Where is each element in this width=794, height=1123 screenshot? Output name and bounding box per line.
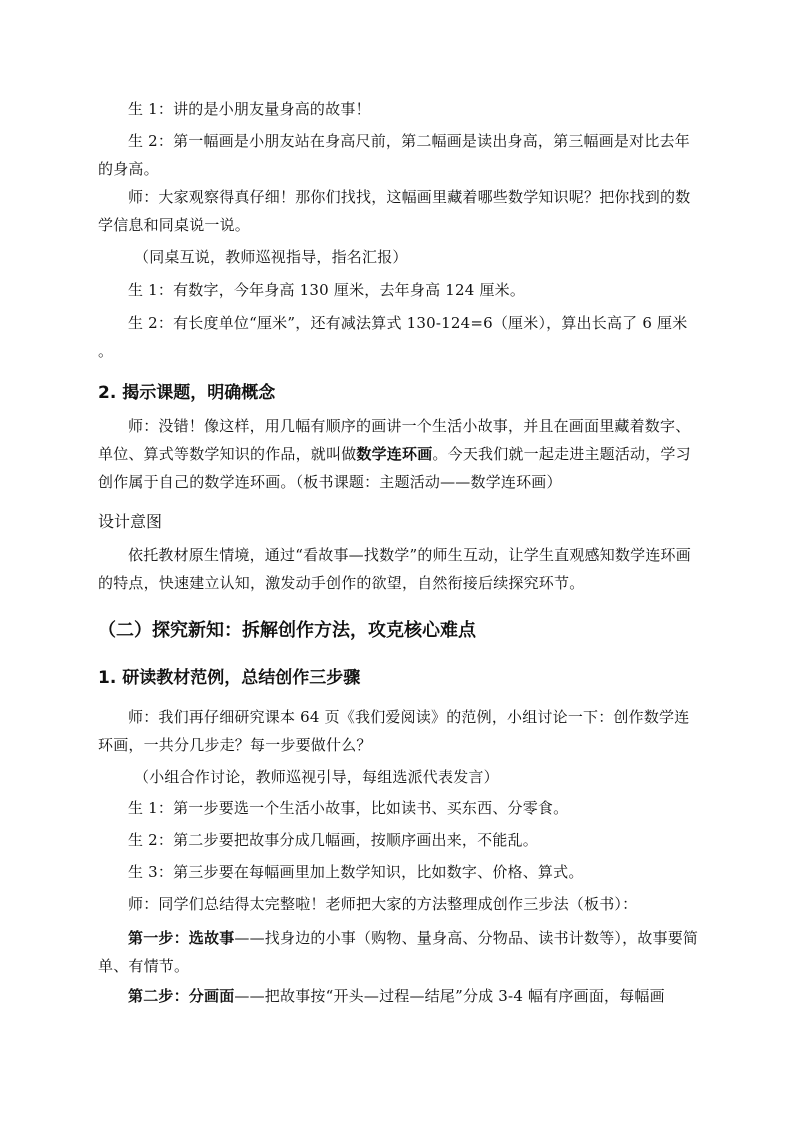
pair-talk-note: （同桌互说，教师巡视指导，指名汇报） <box>134 248 408 266</box>
concept-term-bold: 数学连环画 <box>356 445 433 463</box>
student-1-step-paragraph: 生 1：第一步要选一个生活小故事，比如读书、买东西、分零食。 <box>128 799 569 817</box>
student-1-numbers-paragraph: 生 1：有数字，今年身高 130 厘米，去年身高 124 厘米。 <box>128 281 526 299</box>
step-2-label: 第二步：分画面 <box>128 987 235 1005</box>
section-2-1-heading: 1. 研读教材范例，总结创作三步骤 <box>98 668 361 688</box>
teacher-observe-paragraph: 师：大家观察得真仔细！那你们找找，这幅画里藏着哪些数学知识呢？把你找到的数学信息和同桌说一说。 <box>98 188 691 234</box>
student-2-units-trailing-period: 。 <box>98 342 114 360</box>
teacher-concept-text-start: 师：没错！像这样，用几幅有顺序的画讲一个生活小故事，并且在画面里藏着数字、单位、算式等数学知识的作品，就叫做 <box>98 417 691 463</box>
step-2-paragraph <box>98 982 700 1010</box>
section-2-heading: 2. 揭示课题，明确概念 <box>98 383 276 403</box>
teacher-concept-paragraph <box>98 412 700 496</box>
student-1-story-paragraph: 生 1：讲的是小朋友量身高的故事！ <box>128 100 371 118</box>
teacher-question-paragraph: 师：我们再仔细研究课本 64 页《我们爱阅读》的范例，小组讨论一下：创作数学连环画，一共分几步走？每一步要做什么？ <box>98 708 690 754</box>
step-2-text: ——把故事按“开头—过程—结尾”分成 3-4 幅有序画面，每幅画 <box>234 987 665 1005</box>
student-2-step-paragraph: 生 2：第二步要把故事分成几幅画，按顺序画出来，不能乱。 <box>128 831 538 849</box>
design-intent-heading: 设计意图 <box>98 512 163 531</box>
group-discussion-note: （小组合作讨论，教师巡视引导，每组选派代表发言） <box>134 768 499 786</box>
student-3-step-paragraph: 生 3：第三步要在每幅画里加上数学知识，比如数字、价格、算式。 <box>128 863 584 881</box>
part-2-heading: （二）探究新知：拆解创作方法，攻克核心难点 <box>98 620 476 641</box>
teacher-concept-text-end: 。今天我们就一起走进主题活动，学习创作属于自己的数学连环画。（板书课题：主题活动——数学连环画） <box>98 445 691 491</box>
step-1-label: 第一步：选故事 <box>128 929 235 947</box>
teacher-summary-paragraph: 师：同学们总结得太完整啦！老师把大家的方法整理成创作三步法（板书）： <box>128 895 638 913</box>
design-intent-paragraph: 依托教材原生情境，通过“看故事—找数学”的师生互动，让学生直观感知数学连环画的特点，快速建立认知，激发动手创作的欲望，自然衔接后续探究环节。 <box>98 546 691 592</box>
student-2-units-paragraph: 生 2：有长度单位“厘米”，还有减法算式 130-124=6（厘米），算出长高了 6 厘米 <box>128 314 688 332</box>
step-1-paragraph <box>98 924 700 980</box>
student-2-pictures-paragraph: 生 2：第一幅画是小朋友站在身高尺前，第二幅画是读出身高，第三幅画是对比去年的身高。 <box>98 132 690 178</box>
step-1-text: ——找身边的小事（购物、量身高、分物品、读书计数等），故事要简单、有情节。 <box>98 929 699 975</box>
